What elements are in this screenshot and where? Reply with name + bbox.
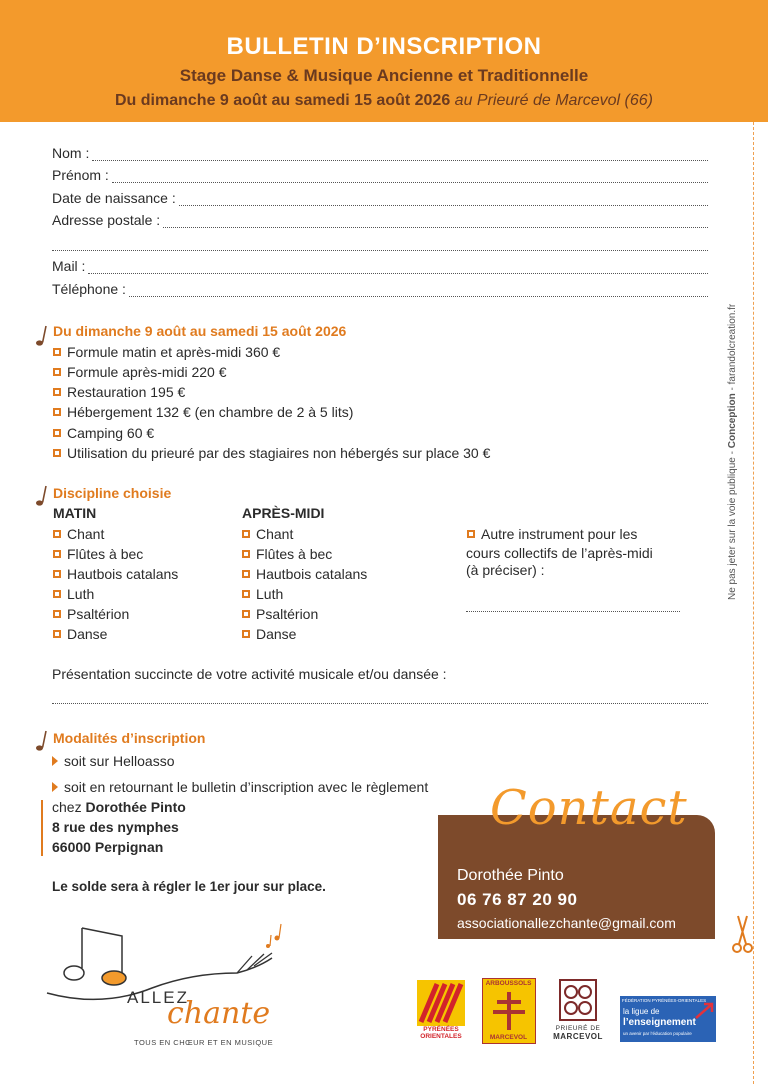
prenom-line[interactable] xyxy=(112,173,708,183)
music-note-icon xyxy=(35,729,49,753)
side-note-text: Ne pas jeter sur la voie publique - xyxy=(727,448,738,600)
prenom-label: Prénom : xyxy=(52,167,109,183)
option-label: Hautbois catalans xyxy=(67,566,179,582)
option-label: Formule matin et après-midi 360 € xyxy=(67,344,281,360)
option-label: Psaltérion xyxy=(256,606,319,622)
option-label: Camping 60 € xyxy=(67,425,155,441)
solde-note: Le solde sera à régler le 1er jour sur place. xyxy=(52,879,326,894)
form-title: BULLETIN D’INSCRIPTION xyxy=(226,33,542,60)
pyrenees-orientales-logo xyxy=(415,978,467,1044)
adresse-field[interactable] xyxy=(52,212,708,228)
arboussols-logo xyxy=(482,978,536,1044)
mail-field[interactable] xyxy=(52,258,708,274)
apres-midi-heading: APRÈS-MIDI xyxy=(242,505,325,521)
scissors-icon xyxy=(731,912,755,956)
modalite-helloasso xyxy=(52,753,175,769)
option-label: Chant xyxy=(256,526,294,542)
prieure-emblem-icon xyxy=(558,978,598,1022)
matin-option[interactable] xyxy=(53,606,129,622)
option-label: Flûtes à bec xyxy=(256,546,333,562)
contact-name: Dorothée Pinto xyxy=(457,867,564,884)
formule-option[interactable] xyxy=(53,425,154,441)
side-note xyxy=(727,240,738,600)
ligue-enseignement-logo xyxy=(620,996,716,1042)
option-label: Luth xyxy=(256,586,284,602)
autre-instrument-option[interactable] xyxy=(467,526,637,542)
matin-option[interactable] xyxy=(53,526,104,542)
option-label: Flûtes à bec xyxy=(67,546,144,562)
contact-email[interactable]: associationallezchante@gmail.com xyxy=(457,915,676,931)
apres-option[interactable] xyxy=(242,586,283,602)
option-label: Psaltérion xyxy=(67,606,130,622)
ligue-arrow-icon xyxy=(694,1002,714,1020)
chez-text: chez xyxy=(52,799,86,815)
checkbox-icon[interactable] xyxy=(53,449,61,457)
dates-text: Du dimanche 9 août au samedi 15 août 2026 xyxy=(115,92,451,109)
checkbox-icon[interactable] xyxy=(53,590,61,598)
prieure-line1: PRIEURÉ DE xyxy=(555,1025,601,1032)
option-label: Utilisation du prieuré par des stagiaires non hébergés sur place 30 € xyxy=(67,445,491,461)
option-label: Formule après-midi 220 € xyxy=(67,364,227,380)
formule-option[interactable] xyxy=(53,364,227,380)
nom-line[interactable] xyxy=(92,151,708,161)
mail-label: Mail : xyxy=(52,258,86,274)
autre-instrument-line-3: (à préciser) : xyxy=(466,562,545,578)
address-city: 66000 Perpignan xyxy=(52,839,164,855)
formules-title: Du dimanche 9 août au samedi 15 août 2026 xyxy=(53,323,347,339)
side-note-suffix: - farandolcreation.fr xyxy=(727,303,738,394)
apres-option[interactable] xyxy=(242,626,296,642)
checkbox-icon[interactable] xyxy=(53,550,61,558)
presentation-field[interactable] xyxy=(52,688,708,704)
option-label: Restauration 195 € xyxy=(67,384,186,400)
telephone-label: Téléphone : xyxy=(52,281,126,297)
telephone-line[interactable] xyxy=(129,287,708,297)
formule-option[interactable] xyxy=(53,404,353,420)
presentation-line[interactable] xyxy=(52,694,708,704)
matin-option[interactable] xyxy=(53,586,94,602)
checkbox-icon[interactable] xyxy=(53,429,61,437)
formule-option[interactable] xyxy=(53,344,280,360)
checkbox-icon[interactable] xyxy=(242,610,250,618)
modalite-courrier xyxy=(52,779,428,795)
checkbox-icon[interactable] xyxy=(242,530,250,538)
checkbox-icon[interactable] xyxy=(242,590,250,598)
nom-label: Nom : xyxy=(52,145,90,161)
ligue-main: l’enseignement xyxy=(623,1017,696,1028)
adresse-field-2[interactable] xyxy=(52,235,708,251)
address-street: 8 rue des nymphes xyxy=(52,819,179,835)
discipline-title: Discipline choisie xyxy=(53,485,172,501)
address-name xyxy=(52,799,186,815)
autre-instrument-line-2: cours collectifs de l’après-midi xyxy=(466,545,653,561)
prieure-marcevol-logo xyxy=(548,978,608,1044)
apres-option[interactable] xyxy=(242,526,293,542)
allez-chante-logo xyxy=(42,918,332,1053)
formule-option[interactable] xyxy=(53,445,490,461)
option-label: Danse xyxy=(67,626,108,642)
nom-field[interactable] xyxy=(52,145,708,161)
matin-option[interactable] xyxy=(53,546,143,562)
contact-heading: Contact xyxy=(490,780,688,836)
apres-option[interactable] xyxy=(242,606,318,622)
mail-line[interactable] xyxy=(88,264,708,274)
arboussols-bottom: MARCEVOL xyxy=(489,1034,528,1041)
modalite-courrier-text: soit en retournant le bulletin d’inscription avec le règlement xyxy=(64,779,429,795)
arboussols-top: ARBOUSSOLS xyxy=(485,980,532,987)
checkbox-icon[interactable] xyxy=(53,408,61,416)
ligue-tagline: un avenir par l’éducation populaire xyxy=(623,1031,692,1036)
place-text: au Prieuré de Marcevol (66) xyxy=(450,92,653,109)
adresse-label: Adresse postale : xyxy=(52,212,161,228)
presentation-label: Présentation succincte de votre activité musicale et/ou dansée : xyxy=(52,666,447,682)
logo-tagline: TOUS EN CHŒUR ET EN MUSIQUE xyxy=(134,1038,274,1047)
music-note-icon xyxy=(35,324,49,348)
prenom-field[interactable] xyxy=(52,167,708,183)
matin-option[interactable] xyxy=(53,566,178,582)
autre-instrument-line[interactable] xyxy=(466,602,680,612)
checkbox-icon[interactable] xyxy=(53,630,61,638)
naissance-line[interactable] xyxy=(179,196,708,206)
bullet-icon xyxy=(52,756,58,766)
option-label: Hébergement 132 € (en chambre de 2 à 5 lits) xyxy=(67,404,354,420)
form-subtitle: Stage Danse & Musique Ancienne et Traditionnelle xyxy=(179,66,589,85)
modalite-helloasso-text: soit sur Helloasso xyxy=(64,753,175,769)
adresse-line-2[interactable] xyxy=(52,241,708,251)
matin-heading: MATIN xyxy=(53,505,97,521)
formule-option[interactable] xyxy=(53,384,185,400)
form-dates xyxy=(0,92,768,110)
bullet-icon xyxy=(52,782,58,792)
checkbox-icon[interactable] xyxy=(242,570,250,578)
header-banner xyxy=(0,0,768,122)
checkbox-icon[interactable] xyxy=(53,388,61,396)
naissance-label: Date de naissance : xyxy=(52,190,176,206)
option-label: Chant xyxy=(67,526,105,542)
checkbox-icon[interactable] xyxy=(53,610,61,618)
checkbox-icon[interactable] xyxy=(53,570,61,578)
apres-option[interactable] xyxy=(242,566,367,582)
checkbox-icon[interactable] xyxy=(53,530,61,538)
checkbox-icon[interactable] xyxy=(242,550,250,558)
address-bar xyxy=(41,800,43,856)
option-label: Danse xyxy=(256,626,297,642)
logo-chante-text: chante xyxy=(167,996,271,1031)
telephone-field[interactable] xyxy=(52,281,708,297)
naissance-field[interactable] xyxy=(52,190,708,206)
side-note-bold: Conception xyxy=(727,393,738,449)
modalites-title: Modalités d’inscription xyxy=(53,730,206,746)
recipient-name: Dorothée Pinto xyxy=(85,799,186,815)
checkbox-icon[interactable] xyxy=(53,368,61,376)
checkbox-icon[interactable] xyxy=(467,530,475,538)
music-note-icon xyxy=(35,484,49,508)
pyrenees-line1: PYRÉNÉES xyxy=(423,1026,459,1033)
cross-emblem-icon xyxy=(491,990,527,1032)
contact-phone[interactable]: 06 76 87 20 90 xyxy=(457,890,578,909)
option-label: Autre instrument pour les xyxy=(481,526,638,542)
checkbox-icon[interactable] xyxy=(53,348,61,356)
option-label: Luth xyxy=(67,586,95,602)
matin-option[interactable] xyxy=(53,626,107,642)
autre-instrument-field[interactable] xyxy=(466,596,680,612)
pyrenees-emblem-icon xyxy=(415,978,467,1030)
ligue-la: la ligue de xyxy=(623,1007,660,1016)
logo-allez-text: ALLEZ xyxy=(127,988,189,1007)
option-label: Hautbois catalans xyxy=(256,566,368,582)
adresse-line[interactable] xyxy=(163,218,708,228)
ligue-top: FÉDÉRATION PYRÉNÉES-ORIENTALES xyxy=(622,998,707,1003)
prieure-line2: MARCEVOL xyxy=(553,1032,603,1041)
checkbox-icon[interactable] xyxy=(242,630,250,638)
apres-option[interactable] xyxy=(242,546,332,562)
pyrenees-line2: ORIENTALES xyxy=(420,1033,462,1040)
